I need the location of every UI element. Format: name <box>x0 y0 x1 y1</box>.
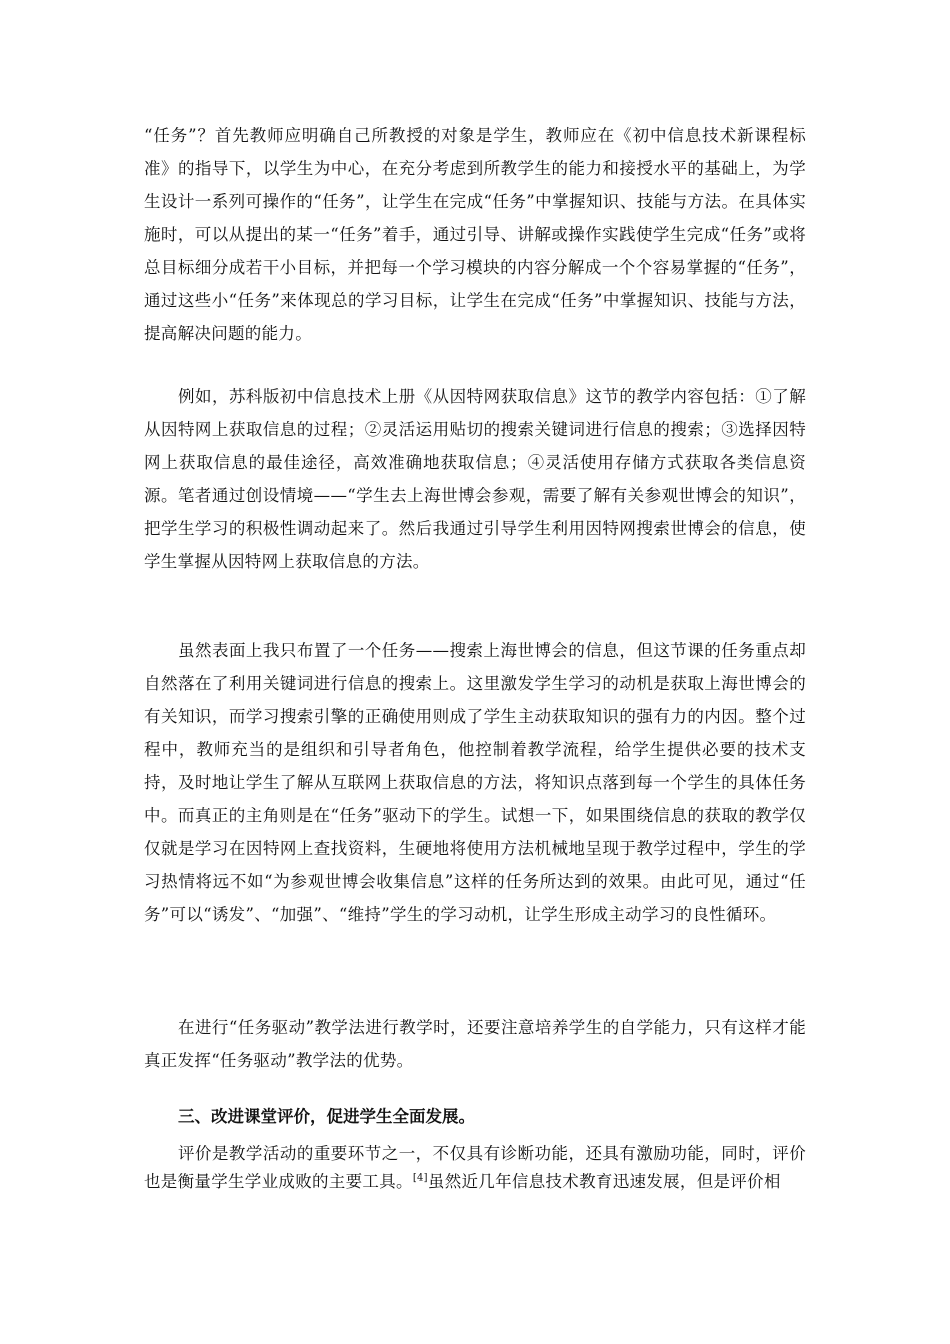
body-paragraph: “任务”？首先教师应明确自己所教授的对象是学生，教师应在《初中信息技术新课程标准》的指导下，以学生为中心，在充分考虑到所教学生的能力和接授水平的基础上，为学生设计一系列可操作的“任务”，让学生在完成“任务”中掌握知识、技能与方法。在具体实施时，可以从提出的某一“任务”着手，通过引导、讲解或操作实践使学生完成“任务”或将总目标细分成若干小目标，并把每一个学习模块的内容分解成一个个容易掌握的“任务”，通过这些小“任务”来体现总的学习目标，让学生在完成“任务”中掌握知识、技能与方法，提高解决问题的能力。 <box>144 126 806 343</box>
body-paragraph: 虽然表面上我只布置了一个任务——搜索上海世博会的信息，但这节课的任务重点却自然落在了利用关键词进行信息的搜索上。这里激发学生学习的动机是获取上海世博会的有关知识，而学习搜索引擎的正确使用则成了学生主动获取知识的强有力的内因。整个过程中，教师充当的是组织和引导者角色，他控制着教学流程，给学生提供必要的技术支持，及时地让学生了解从互联网上获取信息的方法，将知识点落到每一个学生的具体任务中。而真正的主角则是在“任务”驱动下的学生。试想一下，如果围绕信息的获取的教学仅仅就是学习在因特网上查找资料，生硬地将使用方法机械地呈现于教学过程中，学生的学习热情将远不如“为参观世博会收集信息”这样的任务所达到的效果。由此可见，通过“任务”可以“诱发”、“加强”、“维持”学生的学习动机，让学生形成主动学习的良性循环。 <box>144 641 806 924</box>
citation-reference: [4] <box>412 1172 428 1184</box>
body-paragraph: 例如，苏科版初中信息技术上册《从因特网获取信息》这节的教学内容包括：①了解从因特网上获取信息的过程；②灵活运用贴切的搜索关键词进行信息的搜索；③选择因特网上获取信息的最佳途径，高效准确地获取信息；④灵活使用存储方式获取各类信息资源。笔者通过创设情境——“学生去上海世博会参观，需要了解有关参观世博会的知识”，把学生学习的积极性调动起来了。然后我通过引导学生利用因特网搜索世博会的信息，使学生掌握从因特网上获取信息的方法。 <box>144 387 806 571</box>
paragraph-text: 评价是教学活动的重要环节之一，不仅具有诊断功能，还具有激励功能，同时，评价也是衡量学生学业成败的主要工具。 <box>144 1144 806 1191</box>
body-paragraph <box>144 1140 806 1196</box>
section-heading: 三、改进课堂评价，促进学生全面发展。 <box>178 1107 475 1126</box>
body-paragraph: 在进行“任务驱动”教学法进行教学时，还要注意培养学生的自学能力，只有这样才能真正发挥“任务驱动”教学法的优势。 <box>144 1018 806 1070</box>
paragraph-text: 虽然近几年信息技术教育迅速发展，但是评价相 <box>427 1172 781 1191</box>
